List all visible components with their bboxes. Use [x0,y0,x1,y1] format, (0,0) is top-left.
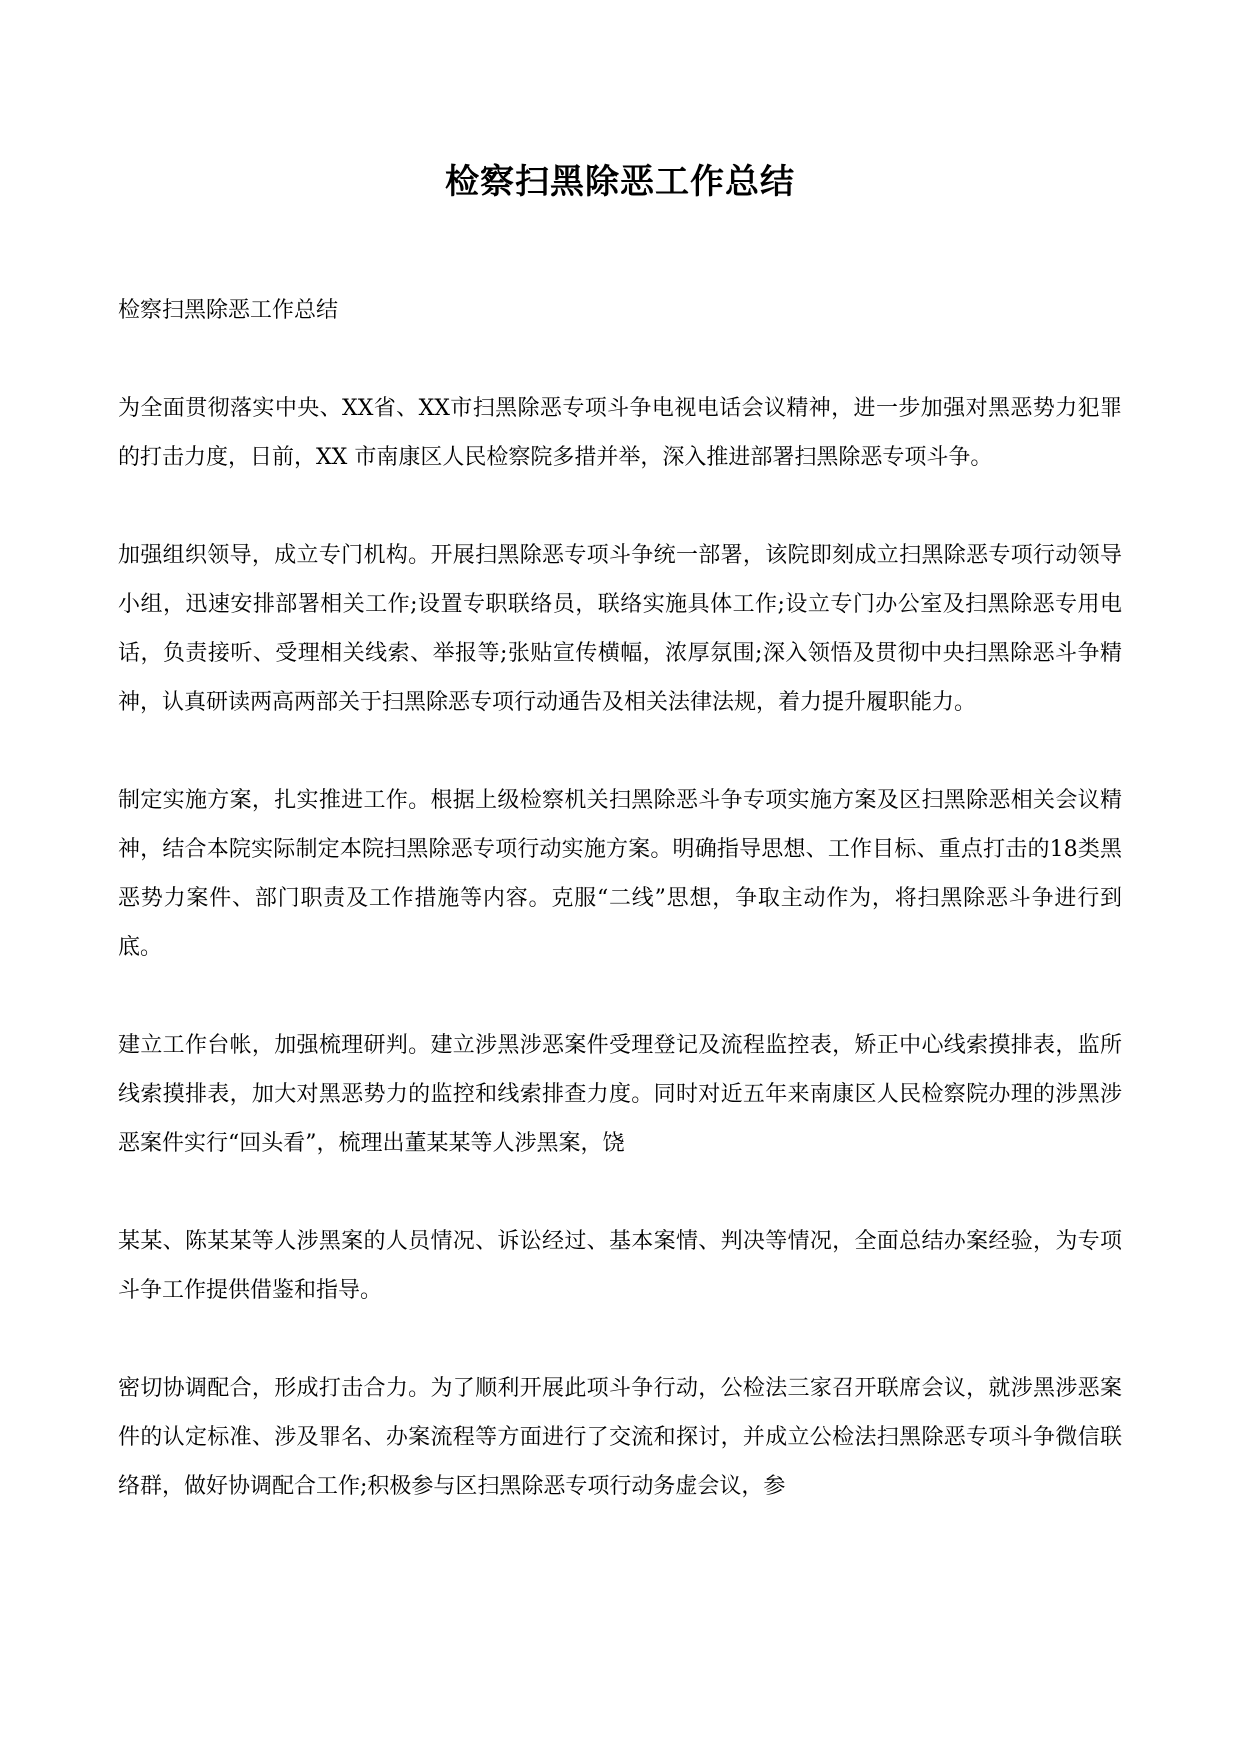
document-subtitle: 检察扫黑除恶工作总结 [118,298,339,323]
document-title: 检察扫黑除恶工作总结 [445,162,795,202]
paragraph: 为全面贯彻落实中央、XX省、XX市扫黑除恶专项斗争电视电话会议精神，进一步加强对黑恶势力犯罪的打击力度，日前，XX 市南康区人民检察院多措并举，深入推进部署扫黑除恶专项斗争。 [118,396,1122,470]
paragraph: 制定实施方案，扎实推进工作。根据上级检察机关扫黑除恶斗争专项实施方案及区扫黑除恶相关会议精神，结合本院实际制定本院扫黑除恶专项行动实施方案。明确指导思想、工作目标、重点打击的18类黑恶势力案件、部门职责及工作措施等内容。克服“二线”思想，争取主动作为，将扫黑除恶斗争进行到底。 [118,788,1122,960]
paragraph: 密切协调配合，形成打击合力。为了顺利开展此项斗争行动，公检法三家召开联席会议，就涉黑涉恶案件的认定标准、涉及罪名、办案流程等方面进行了交流和探讨，并成立公检法扫黑除恶专项斗争微信联络群，做好协调配合工作;积极参与区扫黑除恶专项行动务虚会议，参 [118,1376,1122,1499]
paragraph: 建立工作台帐，加强梳理研判。建立涉黑涉恶案件受理登记及流程监控表，矫正中心线索摸排表，监所线索摸排表，加大对黑恶势力的监控和线索排查力度。同时对近五年来南康区人民检察院办理的涉黑涉恶案件实行“回头看”，梳理出董某某等人涉黑案，饶 [118,1033,1122,1156]
paragraph: 某某、陈某某等人涉黑案的人员情况、诉讼经过、基本案情、判决等情况，全面总结办案经验，为专项斗争工作提供借鉴和指导。 [118,1229,1122,1303]
document-body [118,286,1122,1560]
paragraph: 加强组织领导，成立专门机构。开展扫黑除恶专项斗争统一部署，该院即刻成立扫黑除恶专项行动领导小组，迅速安排部署相关工作;设置专职联络员，联络实施具体工作;设立专门办公室及扫黑除恶专用电话，负责接听、受理相关线索、举报等;张贴宣传横幅，浓厚氛围;深入领悟及贯彻中央扫黑除恶斗争精神，认真研读两高两部关于扫黑除恶专项行动通告及相关法律法规，着力提升履职能力。 [118,543,1122,715]
